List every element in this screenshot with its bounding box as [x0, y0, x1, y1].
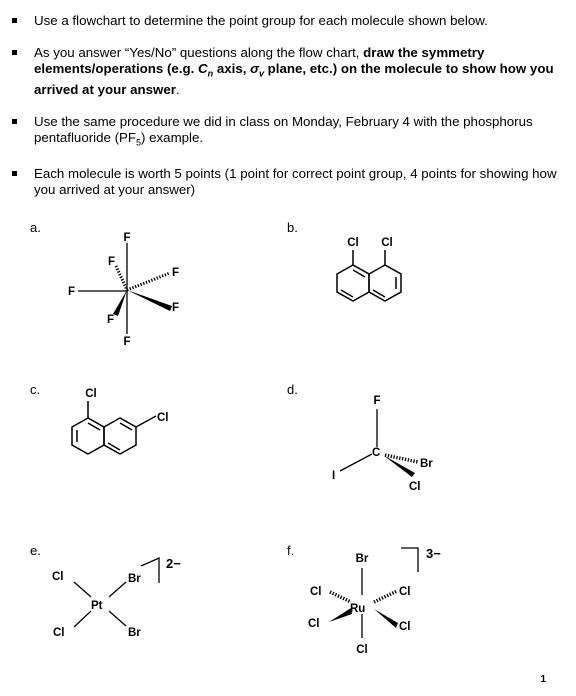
molecule-a-label: a.: [30, 220, 41, 235]
instruction-segment: C: [198, 61, 208, 76]
molecule-e-charge: 2−: [166, 556, 181, 571]
atom-e-br-upper: Br: [128, 573, 141, 585]
atom-a-left: F: [68, 286, 76, 298]
bond-lower-left-wedge: [329, 608, 352, 622]
charge-bracket: [401, 548, 418, 572]
instruction-segment: Each molecule is worth 5 points (1 point for correct point group, 4 points for showing how you arrived at your answer): [34, 166, 557, 198]
atom-e-cl-lower: Cl: [53, 627, 65, 639]
atom-f-cl-lower-right: Cl: [399, 621, 411, 633]
page-number: 1: [540, 674, 546, 685]
atom-d-top: F: [373, 395, 381, 407]
atom-e-br-lower: Br: [128, 627, 141, 639]
molecule-f-charge: 3−: [426, 546, 441, 561]
bond-upper-right-hashed: [374, 591, 397, 602]
atom-f-cl-upper-right: Cl: [399, 586, 411, 598]
atom-c-cl-2: Cl: [157, 412, 169, 424]
instruction-segment: σ: [250, 61, 259, 76]
molecule-e-label: e.: [30, 543, 41, 558]
atom-f-center: Ru: [350, 603, 366, 615]
atom-d-bottom: Cl: [409, 481, 421, 493]
molecule-d-label: d.: [287, 382, 298, 397]
instruction-segment: 5: [136, 137, 142, 148]
atom-a-lower-left: F: [107, 314, 115, 326]
instruction-segment: draw the symmetry elements/operations (e.g.: [34, 45, 485, 76]
atom-f-cl-upper-left: Cl: [310, 586, 322, 598]
atom-f-cl-lower-left: Cl: [308, 618, 320, 630]
atom-b-cl-1: Cl: [347, 237, 359, 249]
instruction-segment: As you answer “Yes/No” questions along the flow chart,: [34, 45, 364, 60]
molecule-b-label: b.: [287, 220, 298, 235]
instruction-segment: plane, etc.) on the molecule to show how you arrived at your answer: [34, 61, 554, 97]
atom-a-top: F: [123, 232, 131, 244]
atom-a-bottom: F: [123, 336, 131, 348]
molecule-c-label: c.: [30, 382, 41, 397]
instruction-segment: Use a flowchart to determine the point group for each molecule shown below.: [34, 13, 488, 28]
instruction-segment: ) example.: [141, 129, 204, 145]
instruction-segment: Use the same procedure we did in class on Monday, February 4 with the phosphorus pentafluoride (PF: [34, 113, 533, 145]
instruction-segment: v: [258, 68, 264, 79]
atom-a-lower-right: F: [172, 302, 180, 314]
instruction-segment: axis,: [213, 61, 251, 76]
instruction-segment: .: [175, 81, 180, 97]
bond-upper-left-hashed: [330, 592, 351, 602]
atom-d-left: I: [332, 470, 336, 482]
atom-e-cl-upper: Cl: [52, 571, 64, 583]
instruction-segment: n: [207, 68, 214, 79]
atom-b-cl-2: Cl: [381, 237, 393, 249]
atom-a-upper-left: F: [108, 256, 116, 268]
molecule-f-label: f.: [287, 543, 295, 558]
bond-lower-right-wedge: [374, 609, 398, 628]
atom-a-upper-right: F: [172, 267, 180, 279]
atom-d-center: C: [372, 447, 381, 459]
atom-f-top: Br: [355, 553, 369, 565]
atom-e-center: Pt: [91, 600, 103, 612]
atom-f-bottom: Cl: [356, 644, 368, 656]
atom-d-right: Br: [420, 458, 433, 470]
atom-c-cl-1: Cl: [85, 388, 97, 400]
